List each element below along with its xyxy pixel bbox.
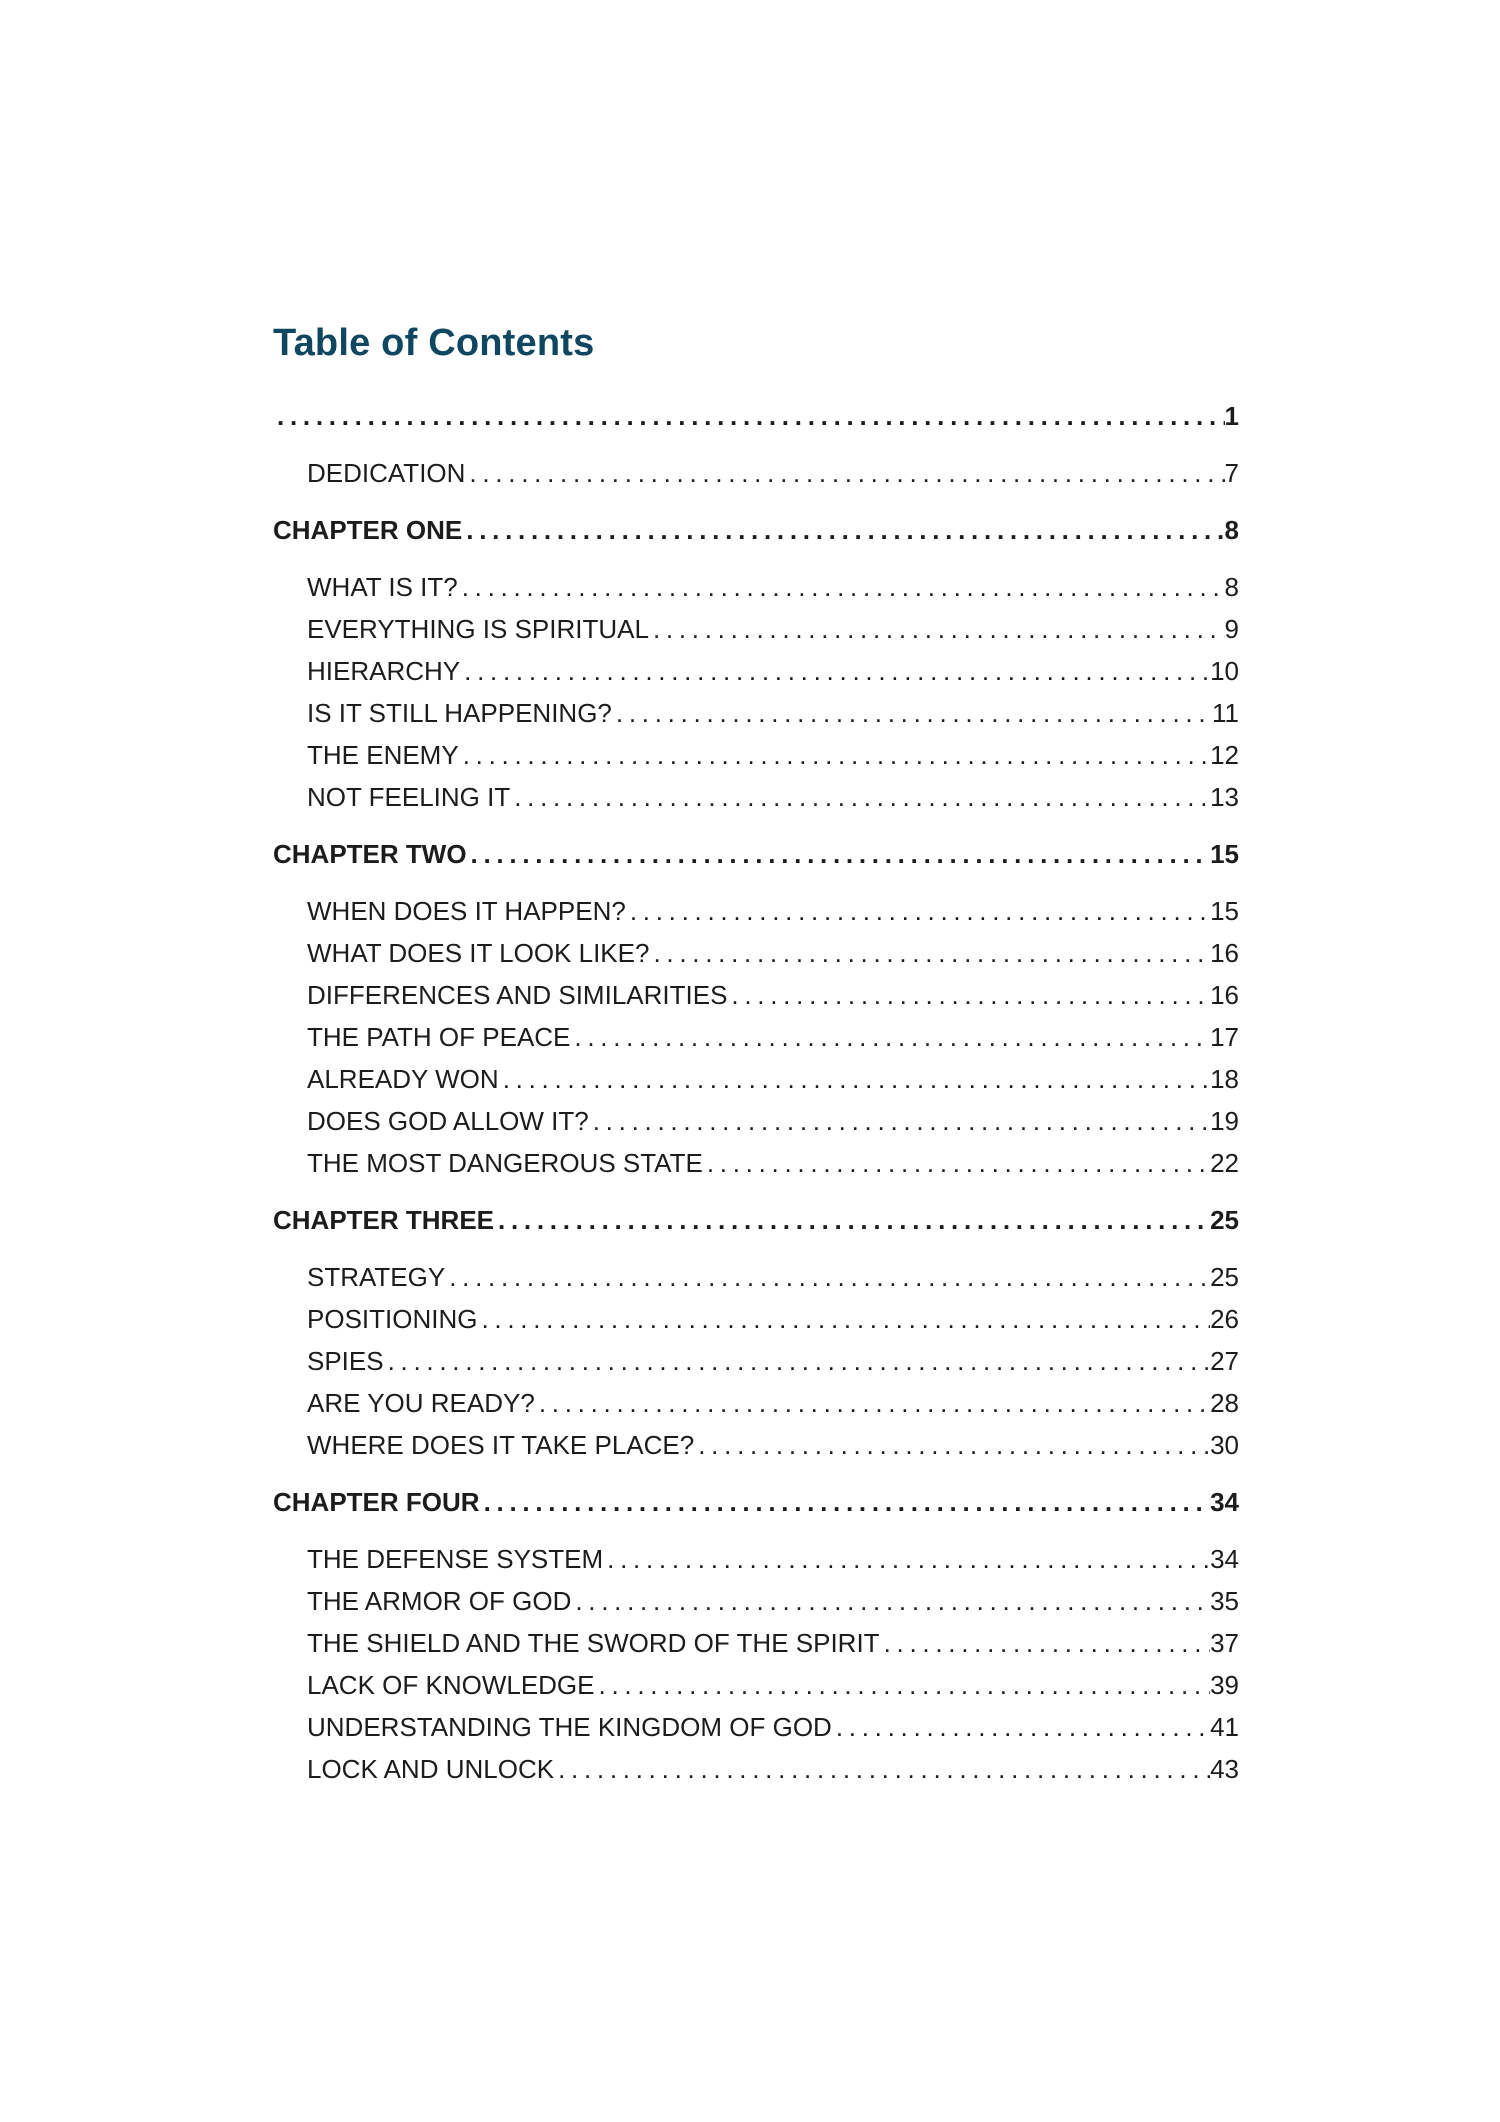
toc-entry-row[interactable] xyxy=(273,1664,1239,1706)
toc-entry-label: HIERARCHY xyxy=(307,656,461,686)
toc-page-number: 34 xyxy=(1210,1487,1239,1517)
toc-page-number: 41 xyxy=(1210,1712,1239,1742)
dot-leader xyxy=(477,1298,1210,1340)
toc-entry-row[interactable] xyxy=(273,1382,1239,1424)
toc-entry-label: THE ARMOR OF GOD xyxy=(307,1586,572,1616)
dot-leader xyxy=(510,776,1210,818)
toc-entry-label: THE SHIELD AND THE SWORD OF THE SPIRIT xyxy=(307,1628,880,1658)
toc-page-number: 12 xyxy=(1210,740,1239,770)
toc-entry-label: LACK OF KNOWLEDGE xyxy=(307,1670,595,1700)
dot-leader xyxy=(626,890,1210,932)
toc-entry-row[interactable] xyxy=(273,1481,1239,1523)
dot-leader xyxy=(703,1142,1210,1184)
toc-entry-row[interactable] xyxy=(273,734,1239,776)
toc-entry-label: STRATEGY xyxy=(307,1262,446,1292)
toc-entry-row[interactable] xyxy=(273,1016,1239,1058)
dot-leader xyxy=(603,1538,1210,1580)
toc-page-number: 10 xyxy=(1210,656,1239,686)
toc-page-number: 25 xyxy=(1210,1205,1239,1235)
toc-entry-label: SPIES xyxy=(307,1346,384,1376)
toc-entry-label: WHERE DOES IT TAKE PLACE? xyxy=(307,1430,695,1460)
toc-entry-row[interactable] xyxy=(273,1142,1239,1184)
toc-page-number: 16 xyxy=(1210,980,1239,1010)
toc-entry-row[interactable] xyxy=(273,1538,1239,1580)
toc-entry-row[interactable] xyxy=(273,932,1239,974)
toc-entry-row[interactable] xyxy=(273,1058,1239,1100)
toc-entry-label: DOES GOD ALLOW IT? xyxy=(307,1106,589,1136)
toc-entry-label: THE MOST DANGEROUS STATE xyxy=(307,1148,703,1178)
toc-entry-label: POSITIONING xyxy=(307,1304,478,1334)
toc-page-number: 35 xyxy=(1210,1586,1239,1616)
dot-leader xyxy=(460,650,1210,692)
toc-page-number: 22 xyxy=(1210,1148,1239,1178)
toc-entry-row[interactable] xyxy=(273,509,1239,551)
toc-page-number: 16 xyxy=(1210,938,1239,968)
toc-page-number: 25 xyxy=(1210,1262,1239,1292)
toc-entry-label: THE DEFENSE SYSTEM xyxy=(307,1544,604,1574)
toc-entry-row[interactable] xyxy=(273,776,1239,818)
toc-entry-label: CHAPTER ONE xyxy=(273,515,463,545)
dot-leader xyxy=(589,1100,1210,1142)
dot-leader xyxy=(462,509,1224,551)
toc-entry-row[interactable] xyxy=(273,1706,1239,1748)
toc-page-number: 28 xyxy=(1210,1388,1239,1418)
dot-leader xyxy=(649,932,1210,974)
toc-entry-row[interactable] xyxy=(273,1580,1239,1622)
dot-leader xyxy=(694,1424,1210,1466)
toc-entry-row[interactable] xyxy=(273,608,1239,650)
toc-entry-label: ALREADY WON xyxy=(307,1064,499,1094)
dot-leader xyxy=(832,1706,1210,1748)
toc-page-number: 1 xyxy=(1224,401,1239,431)
toc-entry-row[interactable] xyxy=(273,1199,1239,1241)
toc-entry-row[interactable] xyxy=(273,833,1239,875)
toc-page-number: 34 xyxy=(1210,1544,1239,1574)
dot-leader xyxy=(880,1622,1211,1664)
page-content xyxy=(273,322,1239,1790)
toc-entry-row[interactable] xyxy=(273,692,1239,734)
dot-leader xyxy=(554,1748,1210,1790)
dot-leader xyxy=(480,1481,1211,1523)
toc-entry-label: DIFFERENCES AND SIMILARITIES xyxy=(307,980,728,1010)
toc-entry-row[interactable] xyxy=(273,650,1239,692)
dot-leader xyxy=(467,833,1211,875)
toc-page-number: 15 xyxy=(1210,839,1239,869)
toc-entry-label: WHAT DOES IT LOOK LIKE? xyxy=(307,938,650,968)
toc-entry-label: CHAPTER TWO xyxy=(273,839,467,869)
toc-page-number: 7 xyxy=(1224,458,1239,488)
dot-leader xyxy=(445,1256,1210,1298)
toc-entry-label: WHAT IS IT? xyxy=(307,572,458,602)
toc-page-number: 39 xyxy=(1210,1670,1239,1700)
toc-entry-label: IS IT STILL HAPPENING? xyxy=(307,698,612,728)
toc-page-number: 27 xyxy=(1210,1346,1239,1376)
toc-entry-row[interactable] xyxy=(273,395,1239,437)
dot-leader xyxy=(459,734,1210,776)
dot-leader xyxy=(612,692,1212,734)
toc-entry-row[interactable] xyxy=(273,890,1239,932)
toc-entry-label: UNDERSTANDING THE KINGDOM OF GOD xyxy=(307,1712,832,1742)
toc-page-number: 8 xyxy=(1224,515,1239,545)
dot-leader xyxy=(384,1340,1210,1382)
dot-leader xyxy=(570,1016,1210,1058)
toc-entry-label: THE PATH OF PEACE xyxy=(307,1022,571,1052)
toc-entry-label: ARE YOU READY? xyxy=(307,1388,535,1418)
toc-page-number: 18 xyxy=(1210,1064,1239,1094)
dot-leader xyxy=(494,1199,1210,1241)
toc-entry-row[interactable] xyxy=(273,1298,1239,1340)
page-title: Table of Contents xyxy=(273,322,595,364)
dot-leader xyxy=(649,608,1225,650)
toc-entry-label: EVERYTHING IS SPIRITUAL xyxy=(307,614,649,644)
dot-leader xyxy=(273,395,1225,437)
toc-entry-row[interactable] xyxy=(273,1622,1239,1664)
toc-page-number: 17 xyxy=(1210,1022,1239,1052)
toc-page-number: 37 xyxy=(1210,1628,1239,1658)
toc-page-number: 8 xyxy=(1224,572,1239,602)
dot-leader xyxy=(535,1382,1210,1424)
toc-entry-row[interactable] xyxy=(273,1100,1239,1142)
dot-leader xyxy=(458,566,1225,608)
toc-list xyxy=(273,395,1239,1790)
toc-page-number: 43 xyxy=(1210,1754,1239,1784)
toc-page-number: 19 xyxy=(1210,1106,1239,1136)
dot-leader xyxy=(571,1580,1210,1622)
toc-entry-label: THE ENEMY xyxy=(307,740,459,770)
toc-page-number: 13 xyxy=(1210,782,1239,812)
toc-page-number: 30 xyxy=(1210,1430,1239,1460)
toc-entry-row[interactable] xyxy=(273,452,1239,494)
toc-page-number: 9 xyxy=(1224,614,1239,644)
toc-entry-row[interactable] xyxy=(273,1424,1239,1466)
toc-entry-label: WHEN DOES IT HAPPEN? xyxy=(307,896,626,926)
toc-entry-row[interactable] xyxy=(273,1748,1239,1790)
toc-entry-label: NOT FEELING IT xyxy=(307,782,511,812)
toc-entry-label: CHAPTER FOUR xyxy=(273,1487,480,1517)
toc-entry-label: CHAPTER THREE xyxy=(273,1205,495,1235)
dot-leader xyxy=(727,974,1210,1016)
dot-leader xyxy=(499,1058,1210,1100)
dot-leader xyxy=(595,1664,1211,1706)
toc-page-number: 15 xyxy=(1210,896,1239,926)
toc-entry-label: LOCK AND UNLOCK xyxy=(307,1754,555,1784)
dot-leader xyxy=(465,452,1224,494)
toc-entry-row[interactable] xyxy=(273,974,1239,1016)
toc-page-number: 11 xyxy=(1212,698,1239,728)
toc-entry-label: DEDICATION xyxy=(307,458,466,488)
toc-entry-row[interactable] xyxy=(273,1340,1239,1382)
toc-entry-row[interactable] xyxy=(273,1256,1239,1298)
toc-entry-row[interactable] xyxy=(273,566,1239,608)
toc-page-number: 26 xyxy=(1210,1304,1239,1334)
